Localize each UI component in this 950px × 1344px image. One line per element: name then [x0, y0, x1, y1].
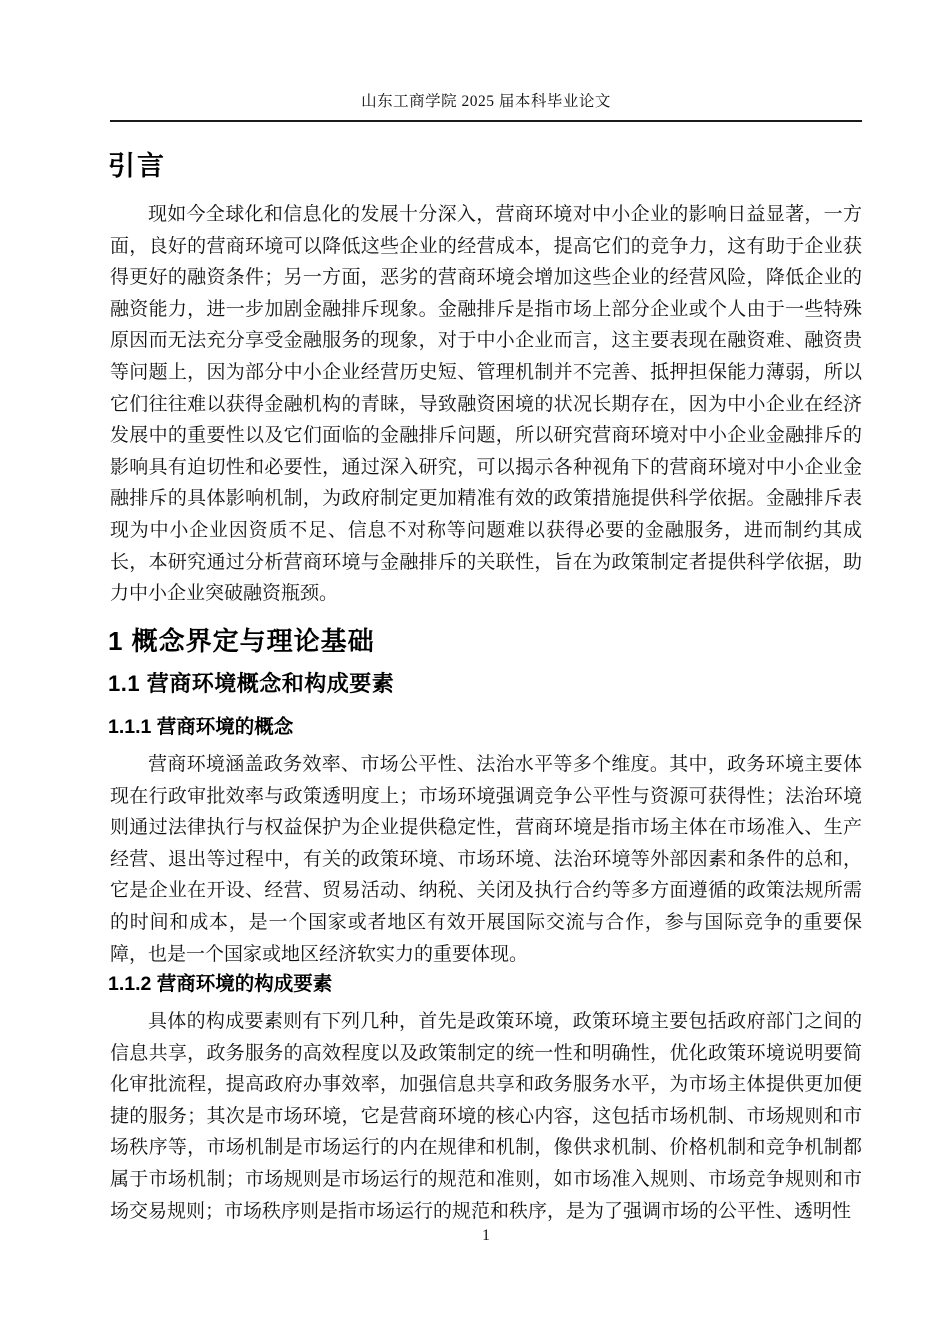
section-1-heading: 1 概念界定与理论基础: [108, 626, 375, 656]
footer-page-number: 1: [482, 1227, 490, 1244]
page-header-title: 山东工商学院 2025 届本科毕业论文: [361, 93, 611, 110]
intro-heading: 引言: [108, 151, 166, 181]
section-1-1-heading: 1.1 营商环境概念和构成要素: [108, 671, 395, 696]
header-divider-rule: [110, 120, 862, 122]
section-1-1-1-heading: 1.1.1 营商环境的概念: [108, 716, 294, 738]
section-1-1-2-paragraph: 具体的构成要素则有下列几种，首先是政策环境，政策环境主要包括政府部门之间的信息共享，政务服务的高效程度以及政策制定的统一性和明确性，优化政策环境说明要简化审批流程，提高政府办事效率，加强信息共享和政务服务水平，为市场主体提供更加便捷的服务；其次是市场环境，它是营商环境的核心内容，这包括市场机制、市场规则和市场秩序等，市场机制是市场运行的内在规律和机制，像供求机制、价格机制和竞争机制都属于市场机制；市场规则是市场运行的规范和准则，如市场准入规则、市场竞争规则和市场交易规则；市场秩序则是指市场运行的规范和秩序，是为了强调市场的公平性、透明性: [110, 1011, 862, 1222]
section-1-1-1-paragraph: 营商环境涵盖政务效率、市场公平性、法治水平等多个维度。其中，政务环境主要体现在行政审批效率与政策透明度上；市场环境强调竞争公平性与资源可获得性；法治环境则通过法律执行与权益保护为企业提供稳定性，营商环境是指市场主体在市场准入、生产经营、退出等过程中，有关的政策环境、市场环境、法治环境等外部因素和条件的总和，它是企业在开设、经营、贸易活动、纳税、关闭及执行合约等多方面遵循的政策法规所需的时间和成本，是一个国家或者地区有效开展国际交流与合作，参与国际竞争的重要保障，也是一个国家或地区经济软实力的重要体现。: [110, 754, 862, 965]
intro-paragraph: 现如今全球化和信息化的发展十分深入，营商环境对中小企业的影响日益显著，一方面，良好的营商环境可以降低这些企业的经营成本，提高它们的竞争力，这有助于企业获得更好的融资条件；另一方面，恶劣的营商环境会增加这些企业的经营风险，降低企业的融资能力，进一步加剧金融排斥现象。金融排斥是指市场上部分企业或个人由于一些特殊原因而无法充分享受金融服务的现象，对于中小企业而言，这主要表现在融资难、融资贵等问题上，因为部分中小企业经营历史短、管理机制并不完善、抵押担保能力薄弱，所以它们往往难以获得金融机构的青睐，导致融资困境的状况长期存在，因为中小企业在经济发展中的重要性以及它们面临的金融排斥问题，所以研究营商环境对中小企业金融排斥的影响具有迫切性和必要性，通过深入研究，可以揭示各种视角下的营商环境对中小企业金融排斥的具体影响机制，为政府制定更加精准有效的政策措施提供科学依据。金融排斥表现为中小企业因资质不足、信息不对称等问题难以获得必要的金融服务，进而制约其成长，本研究通过分析营商环境与金融排斥的关联性，旨在为政策制定者提供科学依据，助力中小企业突破融资瓶颈。: [110, 204, 862, 605]
section-1-1-2-heading: 1.1.2 营商环境的构成要素: [108, 973, 333, 995]
